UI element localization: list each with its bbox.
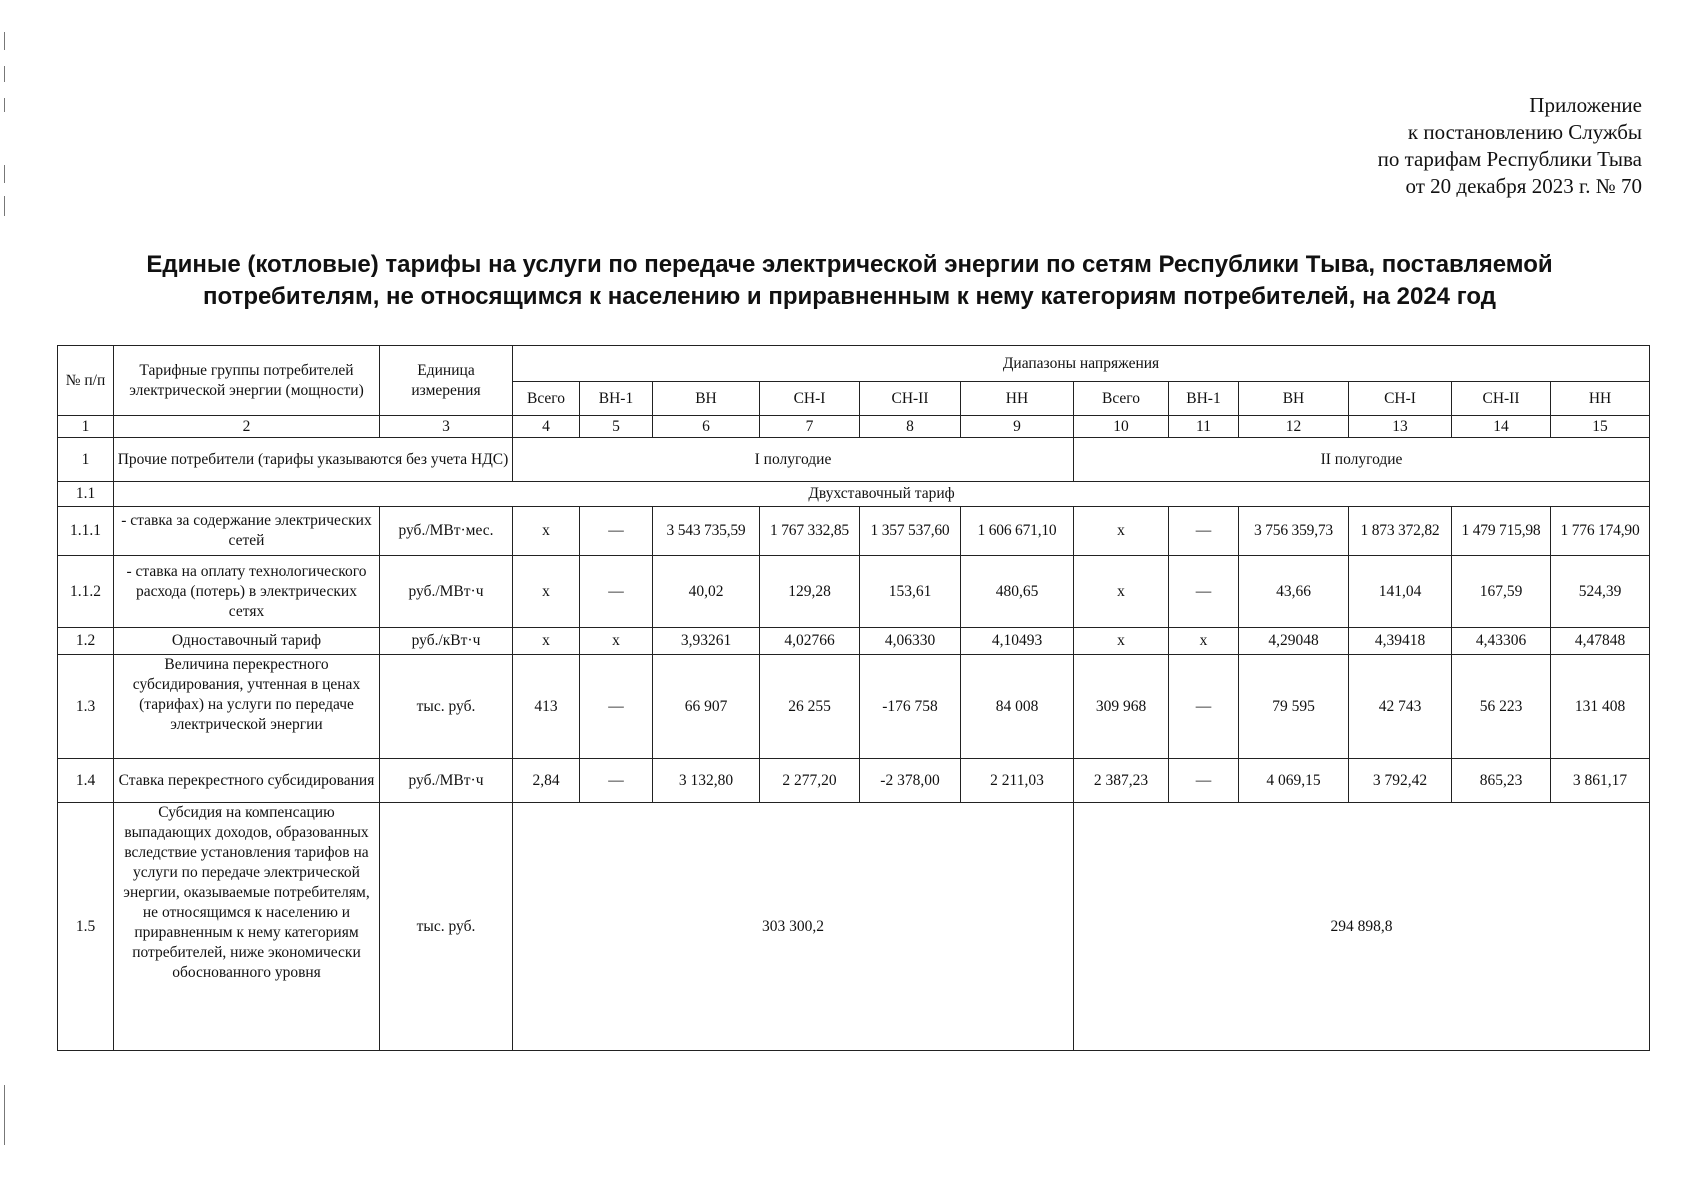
half-year-2-value: 294 898,8 [1074,803,1650,1051]
value-cell: 2 277,20 [760,759,860,803]
value-cell: х [1074,507,1169,556]
row-label: Величина перекрестного субсидирования, учтенная в ценах (тарифах) на услуги по передаче электрической энергии [114,655,380,759]
value-cell: 4,47848 [1551,628,1650,655]
value-cell: 3 861,17 [1551,759,1650,803]
value-cell: 413 [513,655,580,759]
value-cell: — [1169,655,1239,759]
row-unit: руб./кВт·ч [380,628,513,655]
document-title [60,249,1639,313]
approval-line: по тарифам Республики Тыва [1377,147,1642,171]
header-unit: Единица измерения [380,346,513,416]
header-row-top [58,346,1650,382]
column-number-row [58,416,1650,438]
row-num: 1.1.2 [58,556,114,628]
tariff-table [57,345,1650,1051]
scan-edge-mark [4,165,5,183]
half-year-1-value: 303 300,2 [513,803,1074,1051]
scan-edge-mark [4,1085,5,1145]
level-header: СН-II [1452,382,1551,416]
table-row [58,655,1650,759]
value-cell: 4,06330 [860,628,961,655]
value-cell: 1 606 671,10 [961,507,1074,556]
value-cell: — [580,556,653,628]
value-cell: 480,65 [961,556,1074,628]
value-cell: х [580,628,653,655]
value-cell: — [1169,556,1239,628]
value-cell: 42 743 [1349,655,1452,759]
value-cell: 167,59 [1452,556,1551,628]
value-cell: 4,39418 [1349,628,1452,655]
value-cell: 3 792,42 [1349,759,1452,803]
value-cell: х [1074,628,1169,655]
value-cell: -176 758 [860,655,961,759]
value-cell: 3,93261 [653,628,760,655]
table-row [58,803,1650,1051]
column-number: 7 [760,416,860,438]
row-label: - ставка за содержание электрических сетей [114,507,380,556]
column-number: 15 [1551,416,1650,438]
row-num: 1.1 [58,482,114,507]
value-cell: 26 255 [760,655,860,759]
level-header: СН-I [760,382,860,416]
level-header: ВН-1 [580,382,653,416]
value-cell: 4 069,15 [1239,759,1349,803]
value-cell: 865,23 [1452,759,1551,803]
column-number: 12 [1239,416,1349,438]
row-two-part-tariff [58,482,1650,507]
row-num: 1 [58,438,114,482]
value-cell: 1 357 537,60 [860,507,961,556]
value-cell: 4,02766 [760,628,860,655]
half-year-1-label: I полугодие [513,438,1074,482]
title-line: Единые (котловые) тарифы на услуги по передаче электрической энергии по сетям Республики Тыва, поставляемой [146,251,1553,278]
value-cell: 40,02 [653,556,760,628]
value-cell: -2 378,00 [860,759,961,803]
scan-edge-mark [4,32,5,50]
section-row [58,438,1650,482]
value-cell: — [580,507,653,556]
value-cell: 131 408 [1551,655,1650,759]
value-cell: 1 767 332,85 [760,507,860,556]
row-label: Ставка перекрестного субсидирования [114,759,380,803]
value-cell: 1 479 715,98 [1452,507,1551,556]
value-cell: х [1074,556,1169,628]
value-cell: 66 907 [653,655,760,759]
section-label: Прочие потребители (тарифы указываются без учета НДС) [114,438,513,482]
value-cell: 3 756 359,73 [1239,507,1349,556]
approval-line: Приложение [1529,93,1642,117]
table-row [58,759,1650,803]
scan-edge-mark [4,66,5,82]
column-number: 4 [513,416,580,438]
header-num: № п/п [58,346,114,416]
row-label: Одноставочный тариф [114,628,380,655]
level-header: ВН-1 [1169,382,1239,416]
value-cell: 4,43306 [1452,628,1551,655]
row-num: 1.2 [58,628,114,655]
value-cell: 141,04 [1349,556,1452,628]
value-cell: — [580,759,653,803]
row-label: Субсидия на компенсацию выпадающих доходов, образованных вследствие установления тарифов на услуги по передаче электрической энергии, оказываемые потребителям, не относящимся к населению и приравненным к нему категориям потребителей, ниже экономически обоснованного уровня [114,803,380,1051]
column-number: 10 [1074,416,1169,438]
row-num: 1.1.1 [58,507,114,556]
level-header: Всего [513,382,580,416]
value-cell: — [1169,507,1239,556]
value-cell: 524,39 [1551,556,1650,628]
column-number: 8 [860,416,961,438]
value-cell: х [513,507,580,556]
level-header: НН [1551,382,1650,416]
value-cell: 309 968 [1074,655,1169,759]
table-row [58,507,1650,556]
value-cell: 129,28 [760,556,860,628]
column-number: 3 [380,416,513,438]
level-header: ВН [1239,382,1349,416]
scan-edge-mark [4,196,5,216]
row-num: 1.3 [58,655,114,759]
value-cell: 1 776 174,90 [1551,507,1650,556]
column-number: 9 [961,416,1074,438]
value-cell: 1 873 372,82 [1349,507,1452,556]
value-cell: — [580,655,653,759]
title-line: потребителям, не относящимся к населению и приравненным к нему категориям потребителей, на 2024 год [203,283,1496,310]
level-header: ВН [653,382,760,416]
column-number: 11 [1169,416,1239,438]
row-unit: руб./МВт·ч [380,556,513,628]
row-num: 1.4 [58,759,114,803]
value-cell: 2 387,23 [1074,759,1169,803]
value-cell: 3 132,80 [653,759,760,803]
value-cell: х [1169,628,1239,655]
level-header: СН-II [860,382,961,416]
table-row [58,556,1650,628]
row-num: 1.5 [58,803,114,1051]
approval-line: от 20 декабря 2023 г. № 70 [1405,174,1642,198]
column-number: 2 [114,416,380,438]
value-cell: — [1169,759,1239,803]
value-cell: 4,29048 [1239,628,1349,655]
column-number: 1 [58,416,114,438]
level-header: Всего [1074,382,1169,416]
value-cell: 4,10493 [961,628,1074,655]
half-year-2-label: II полугодие [1074,438,1650,482]
value-cell: 79 595 [1239,655,1349,759]
column-number: 13 [1349,416,1452,438]
approval-block [1378,92,1642,200]
value-cell: х [513,628,580,655]
row-label: Двухставочный тариф [114,482,1650,507]
column-number: 6 [653,416,760,438]
header-group: Тарифные группы потребителей электрической энергии (мощности) [114,346,380,416]
value-cell: 3 543 735,59 [653,507,760,556]
column-number: 14 [1452,416,1551,438]
column-number: 5 [580,416,653,438]
value-cell: 2,84 [513,759,580,803]
value-cell: 2 211,03 [961,759,1074,803]
approval-line: к постановлению Службы [1407,120,1642,144]
table-row [58,628,1650,655]
header-ranges: Диапазоны напряжения [513,346,1650,382]
value-cell: 84 008 [961,655,1074,759]
row-label: - ставка на оплату технологического расхода (потерь) в электрических сетях [114,556,380,628]
level-header: НН [961,382,1074,416]
value-cell: 43,66 [1239,556,1349,628]
level-header: СН-I [1349,382,1452,416]
value-cell: 56 223 [1452,655,1551,759]
row-unit: руб./МВт·мес. [380,507,513,556]
scan-edge-mark [4,98,5,112]
value-cell: х [513,556,580,628]
row-unit: тыс. руб. [380,655,513,759]
row-unit: руб./МВт·ч [380,759,513,803]
row-unit: тыс. руб. [380,803,513,1051]
value-cell: 153,61 [860,556,961,628]
